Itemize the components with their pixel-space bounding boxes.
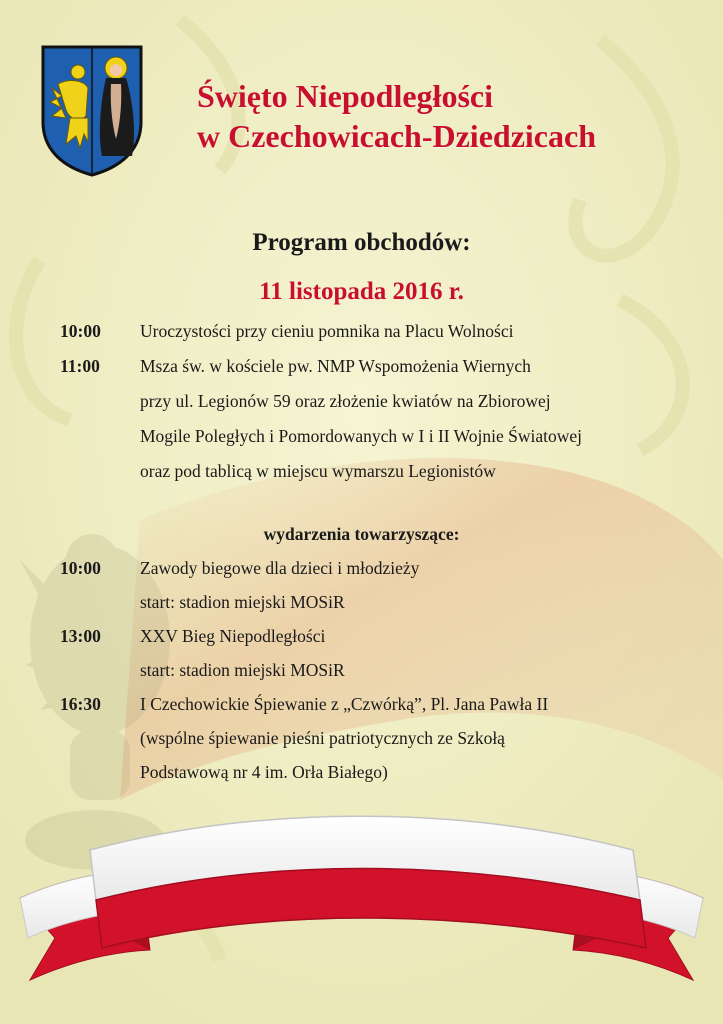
schedule-row: [60, 653, 700, 687]
schedule-time: 13:00: [60, 626, 101, 646]
schedule-row: [60, 755, 700, 789]
schedule-row: [60, 687, 700, 721]
schedule-time: 11:00: [60, 356, 100, 376]
schedule-row: [60, 551, 700, 585]
schedule-row: [60, 721, 700, 755]
schedule-row: [60, 619, 700, 653]
title-line-1: Święto Niepodległości: [197, 78, 493, 114]
main-schedule: [60, 314, 700, 489]
schedule-text: I Czechowickie Śpiewanie z „Czwórką”, Pl. Jana Pawła II: [140, 694, 549, 714]
side-events-heading: wydarzenia towarzyszące:: [263, 524, 460, 544]
page-title: [197, 76, 697, 156]
schedule-text: (wspólne śpiewanie pieśni patriotycznych ze Szkołą: [140, 728, 505, 748]
coat-of-arms-icon: [40, 44, 144, 178]
title-line-2: w Czechowicach-Dziedzicach: [197, 118, 596, 154]
schedule-time: 10:00: [60, 321, 101, 341]
program-date: 11 listopada 2016 r.: [259, 278, 464, 305]
schedule-text: start: stadion miejski MOSiR: [140, 660, 345, 680]
schedule-text: Msza św. w kościele pw. NMP Wspomożenia Wiernych: [140, 356, 531, 376]
schedule-row: [60, 454, 700, 489]
schedule-row: [60, 585, 700, 619]
schedule-row: [60, 384, 700, 419]
schedule-text: Zawody biegowe dla dzieci i młodzieży: [140, 558, 420, 578]
schedule-text: Podstawową nr 4 im. Orła Białego): [140, 762, 388, 782]
schedule-row: [60, 314, 700, 349]
schedule-text: XXV Bieg Niepodległości: [140, 626, 326, 646]
schedule-time: 10:00: [60, 558, 101, 578]
side-events-schedule: [60, 551, 700, 789]
schedule-row: [60, 419, 700, 454]
schedule-text: Mogile Poległych i Pomordowanych w I i II Wojnie Światowej: [140, 426, 583, 446]
schedule-text: Uroczystości przy cieniu pomnika na Placu Wolności: [140, 321, 514, 341]
schedule-time: 16:30: [60, 694, 101, 714]
program-heading: Program obchodów:: [252, 229, 471, 256]
schedule-text: oraz pod tablicą w miejscu wymarszu Legionistów: [140, 461, 496, 481]
polish-flag-ribbon-icon: [0, 810, 723, 1010]
schedule-row: [60, 349, 700, 384]
schedule-text: start: stadion miejski MOSiR: [140, 592, 345, 612]
schedule-text: przy ul. Legionów 59 oraz złożenie kwiatów na Zbiorowej: [140, 391, 551, 411]
